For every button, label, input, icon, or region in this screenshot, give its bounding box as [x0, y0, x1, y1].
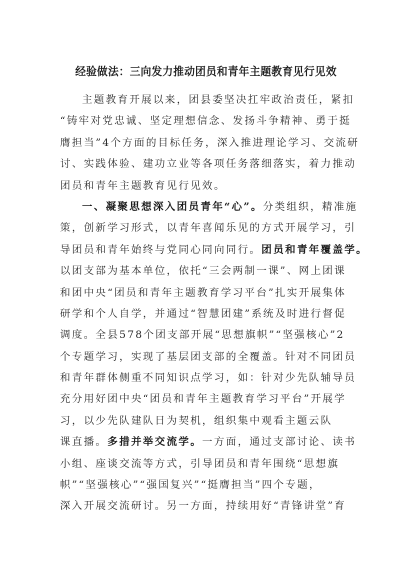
body-line: 和青年群体侧重不同知识点学习，如：针对少先队辅导员 — [60, 372, 357, 385]
subheading-coverage-study: 团员和青年覆盖学。 — [261, 243, 369, 256]
body-line: 帜”“坚强核心”“强国复兴”“挺膺担当”四个专题， — [60, 479, 321, 492]
section-one-paragraph — [60, 197, 369, 518]
body-line: 研学和个人自学，并通过“智慧团建”系统及时进行督促 — [60, 307, 347, 320]
intro-line: 膺担当”4个方面的目标任务，深入推进理论学习、交流研 — [60, 136, 360, 149]
subheading-exchange-study: 多措并举交流学。 — [107, 436, 203, 449]
intro-line: 团员和青年主题教育见行见效。 — [60, 179, 226, 192]
body-text: 导团员和青年始终与党同心同向同行。 — [60, 243, 262, 256]
body-line — [60, 432, 357, 453]
body-text: 课直播。 — [60, 436, 108, 449]
intro-line: 讨、实践体验、建功立业等各项任务落细落实，着力推动 — [60, 158, 357, 171]
body-line: 策，创新学习形式，以青年喜闻乐见的方式开展学习，引 — [60, 222, 357, 235]
body-line: 个专题学习，实现了基层团支部的全覆盖。针对不同团员 — [60, 350, 357, 363]
document-title: 经验做法：三向发力推动团员和青年主题教育见行见效 — [75, 66, 337, 78]
section-one-heading-rest: 分类组织，精准施 — [262, 200, 358, 213]
body-text: 一方面，通过支部讨论、读书 — [202, 436, 357, 449]
intro-line: “铸牢对党忠诚、坚定理想信念、发扬斗争精神、勇于挺 — [60, 115, 352, 128]
body-line: 和团中央“团员和青年主题教育学习平台”扎实开展集体 — [60, 286, 347, 299]
body-line: 调度。全县578个团支部开展“思想旗帜”“坚强核心”2 — [60, 329, 345, 342]
body-line: 小组、座谈交流等方式，引导团员和青年围绕“思想旗 — [60, 457, 340, 470]
body-line: 充分用好团中央“团员和青年主题教育学习平台”开展学 — [60, 393, 347, 406]
body-line — [60, 240, 369, 261]
body-line: 以团支部为基本单位，依托“三会两制一课”、网上团课 — [60, 265, 347, 278]
intro-paragraph — [60, 90, 360, 197]
section-one-first-line — [60, 197, 358, 218]
body-line: 深入开展交流研讨。另一方面，持续用好“青锋讲堂”育 — [60, 500, 347, 513]
section-one-heading: 一、凝聚思想深入团员青年“心”。 — [82, 200, 263, 213]
intro-line: 主题教育开展以来，团县委坚决扛牢政治责任，紧扣 — [82, 94, 355, 106]
document-page — [60, 64, 369, 518]
body-line: 习，以少先队建队日为契机，组织集中观看主题云队 — [60, 414, 333, 427]
